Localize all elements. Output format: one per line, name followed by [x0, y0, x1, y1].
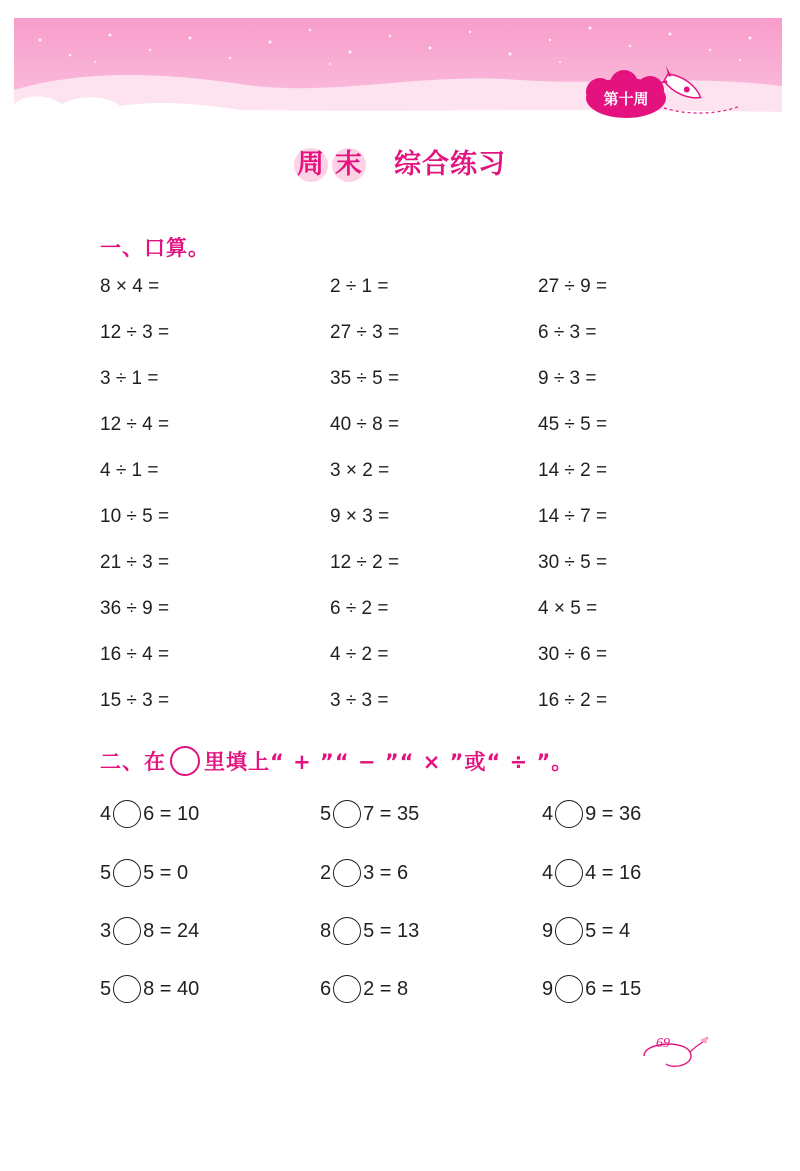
calc-item: 15 ÷ 3 =: [100, 690, 170, 711]
fill-item: [100, 917, 199, 945]
week-badge: 第十周: [603, 89, 649, 108]
calc-item: 14 ÷ 7 =: [538, 506, 608, 527]
calc-item: 16 ÷ 4 =: [100, 644, 170, 665]
fill-item-left: 4: [100, 802, 112, 825]
fill-item-right: 5 = 0: [143, 861, 189, 884]
title-char-1: 周: [294, 148, 328, 182]
answer-circle[interactable]: [555, 917, 583, 945]
circle-icon: [170, 746, 200, 776]
answer-circle[interactable]: [113, 975, 141, 1003]
calc-item: 4 ÷ 2 =: [330, 644, 389, 665]
fill-item-left: 4: [542, 861, 554, 884]
answer-circle[interactable]: [333, 859, 361, 887]
calc-item: 16 ÷ 2 =: [538, 690, 608, 711]
calc-item: 30 ÷ 5 =: [538, 552, 608, 573]
fill-item-left: 9: [542, 977, 554, 1000]
section2-title-after: 里填上“ + ”“ − ”“ × ”或“ ÷ ”。: [204, 750, 574, 774]
fill-item: [100, 859, 188, 887]
calc-item: 12 ÷ 3 =: [100, 322, 170, 343]
section1-title: 一、口算。: [100, 236, 210, 260]
fill-item-left: 3: [100, 919, 112, 942]
fill-item-right: 6 = 10: [143, 802, 200, 825]
fill-item-right: 8 = 40: [143, 977, 200, 1000]
calc-item: 45 ÷ 5 =: [538, 414, 608, 435]
answer-circle[interactable]: [555, 800, 583, 828]
answer-circle[interactable]: [555, 859, 583, 887]
calc-item: 35 ÷ 5 =: [330, 368, 400, 389]
answer-circle[interactable]: [333, 975, 361, 1003]
page-number-text: 69: [656, 1036, 670, 1051]
calc-item: 21 ÷ 3 =: [100, 552, 170, 573]
calc-item: 3 ÷ 3 =: [330, 690, 389, 711]
fill-item: [100, 975, 199, 1003]
header-banner: [0, 0, 800, 130]
fill-item: [320, 859, 408, 887]
fill-item-right: 8 = 24: [143, 919, 200, 942]
calc-item: 3 × 2 =: [330, 460, 390, 481]
fill-item-left: 2: [320, 861, 332, 884]
answer-circle[interactable]: [333, 800, 361, 828]
answer-circle[interactable]: [333, 917, 361, 945]
calc-item: 27 ÷ 3 =: [330, 322, 400, 343]
title-text: 综合练习: [394, 149, 506, 180]
calc-item: 10 ÷ 5 =: [100, 506, 170, 527]
answer-circle[interactable]: [113, 859, 141, 887]
calc-item: 14 ÷ 2 =: [538, 460, 608, 481]
fill-item-left: 5: [100, 977, 112, 1000]
fill-item: [542, 975, 641, 1003]
calc-item: 36 ÷ 9 =: [100, 598, 170, 619]
fill-item: [542, 800, 641, 828]
calc-item: 4 × 5 =: [538, 598, 598, 619]
page-title: [0, 142, 800, 182]
calc-item: 27 ÷ 9 =: [538, 276, 608, 297]
calc-item: 8 × 4 =: [100, 276, 160, 297]
page-swirl-icon: [640, 1036, 710, 1076]
fill-item-right: 4 = 16: [585, 861, 642, 884]
fill-item-right: 2 = 8: [363, 977, 409, 1000]
calc-item: 12 ÷ 2 =: [330, 552, 400, 573]
page-number: [640, 1036, 710, 1076]
fill-item-left: 8: [320, 919, 332, 942]
answer-circle[interactable]: [113, 917, 141, 945]
fill-item-right: 5 = 13: [363, 919, 420, 942]
answer-circle[interactable]: [555, 975, 583, 1003]
calc-item: 4 ÷ 1 =: [100, 460, 159, 481]
fill-item-right: 5 = 4: [585, 919, 631, 942]
fill-item-left: 6: [320, 977, 332, 1000]
calc-item: 6 ÷ 3 =: [538, 322, 597, 343]
calc-item: 6 ÷ 2 =: [330, 598, 389, 619]
calc-item: 2 ÷ 1 =: [330, 276, 389, 297]
calc-item: 9 ÷ 3 =: [538, 368, 597, 389]
calc-item: 9 × 3 =: [330, 506, 390, 527]
title-char-2: 末: [332, 148, 366, 182]
fill-item: [320, 917, 419, 945]
fill-item-right: 6 = 15: [585, 977, 642, 1000]
fill-item-left: 5: [100, 861, 112, 884]
fill-item: [542, 917, 630, 945]
fill-item: [320, 975, 408, 1003]
fill-item-right: 7 = 35: [363, 802, 420, 825]
fill-item: [100, 800, 199, 828]
calc-item: 3 ÷ 1 =: [100, 368, 159, 389]
section2-title-before: 二、在: [100, 750, 166, 774]
fill-item-left: 5: [320, 802, 332, 825]
fill-item: [320, 800, 419, 828]
fill-item-right: 9 = 36: [585, 802, 642, 825]
calc-item: 40 ÷ 8 =: [330, 414, 400, 435]
answer-circle[interactable]: [113, 800, 141, 828]
pink-sky-banner: [0, 0, 800, 130]
calc-item: 30 ÷ 6 =: [538, 644, 608, 665]
fill-item-left: 4: [542, 802, 554, 825]
fill-item-right: 3 = 6: [363, 861, 409, 884]
section2-title: [100, 746, 573, 778]
fill-item: [542, 859, 641, 887]
fill-item-left: 9: [542, 919, 554, 942]
calc-item: 12 ÷ 4 =: [100, 414, 170, 435]
